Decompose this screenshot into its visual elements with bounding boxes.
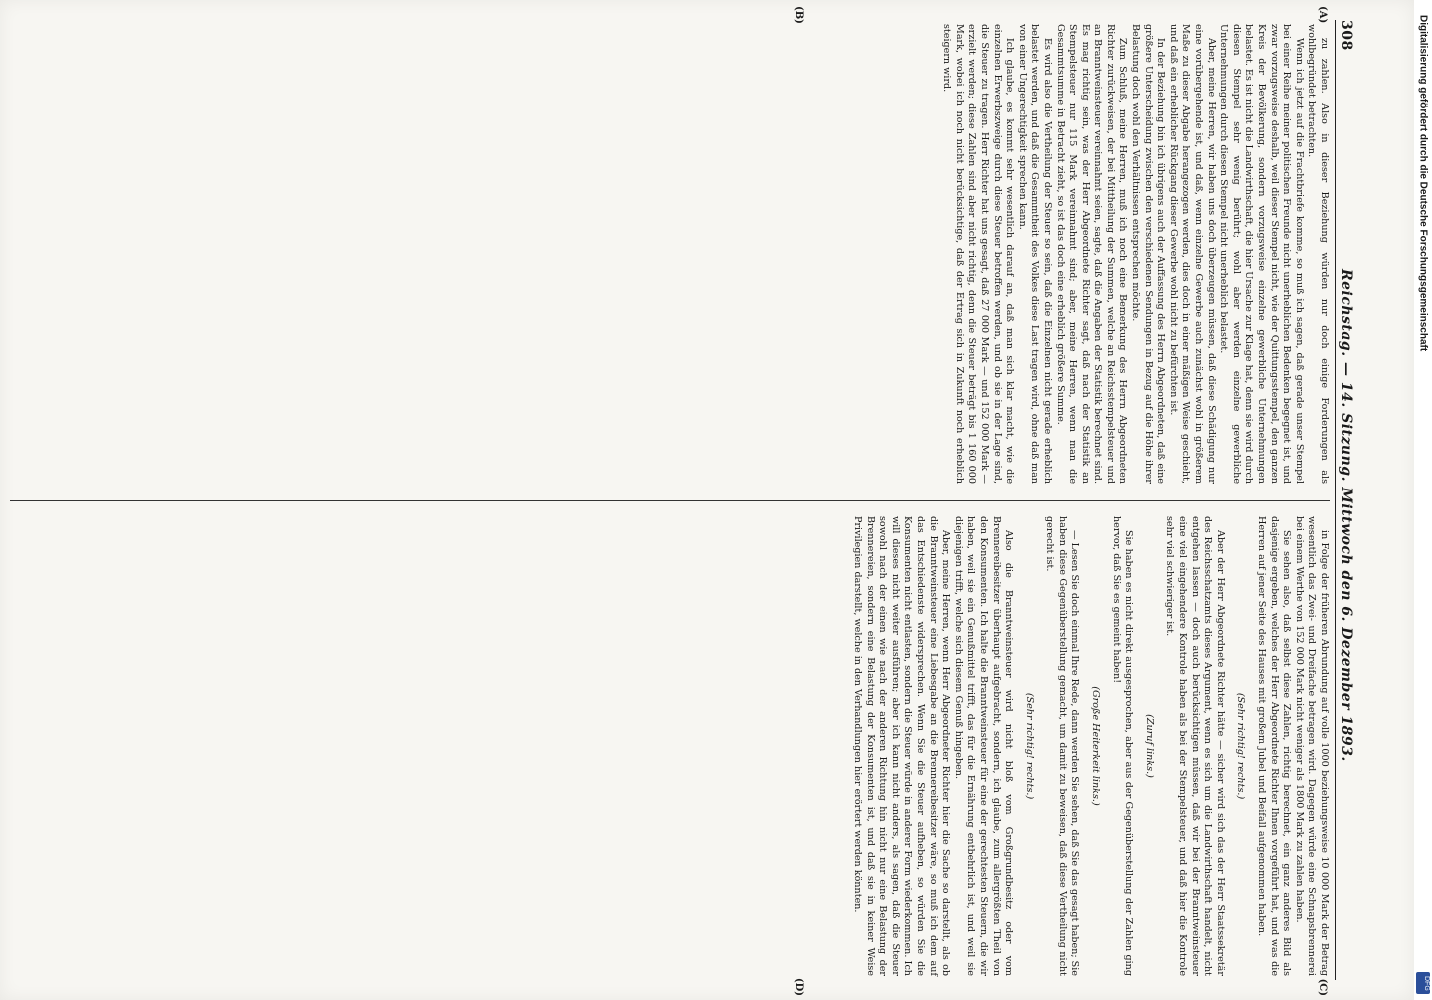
marker-d: (D) [793,977,804,996]
dfg-logo-text: DFG [1423,976,1430,991]
page-number: 308 [1338,20,1354,51]
dfg-logo-icon [1416,972,1430,994]
digitization-footer [1414,0,1432,1000]
marker-b: (B) [793,6,804,24]
paragraph: Aber der Herr Abgeordnete Richter hätte — sicher wird sich das der Herr Staatssekretär des Reichsschatzamts dieses Argument, wenn es sich um die Landwirthschaft handelt, nicht entgehen lassen — doch auch berücksichtigen müssen, daß wir bei der Branntweinsteuer eine viel eingehendere Kontrole haben als bei der Stempelsteuer, und daß hier die Kontrole sehr viel schwieriger ist. [1164,516,1226,976]
paragraph: Wenn ich jetzt auf die Frachtbriefe komme, so muß ich sagen, daß gerade unser Stempel bei einer Reihe meiner politischen Freunde nicht unerheblichen Bedenken begegnet ist, und zwar vorzugsweise deshalb, weil dieser Stempel nicht, wie der Quittungsstempel, den ganzen Kreis der Bevölkerung, sondern vorzugsweise einzelne gewerbliche Unternehmungen belastet. Es ist nicht die Landwirthschaft, die hier Ursache zur Klage hat, denn sie wird durch diesen Stempel sehr wenig berührt; wohl aber werden einzelne gewerbliche Unternehmungen durch diesen Stempel nicht unerheblich belastet. [1218,24,1305,484]
interjection: (Zuruf links.) [1143,714,1155,778]
paragraph: zu zahlen. Also in dieser Beziehung würden nur doch einige Forderungen als wohlbegründet betrachten. [1306,24,1330,484]
header-rule [1335,20,1336,980]
paragraph: Aber, meine Herren, wenn Herr Abgeordneter Richter hier die Sache so darstellt, als ob die Branntweinsteuer eine Liebesgabe an die Brennereibesitzer wäre, so muß ich dem auf das Entschiedenste widersprechen. Wenn Sie die Steuer aufheben, so würden Sie die Konsumenten nicht entlasten, sondern die Steuer würde in anderer Form wiederkommen. Ich will dieses nicht weiter ausführen; aber ich kann nicht anders, als sagen, daß die Steuer sowohl nach der einen wie nach der anderen Richtung hin nicht nur eine Belastung der Brennereien, sondern eine Belastung der Konsumenten ist, und daß sie in keiner Weise Privilegien darstellt, welche in den Verhandlungen hier erörtert werden könnten. [852,516,952,976]
paragraph: In der Beziehung bin ich übrigens auch der Auffassung des Herrn Abgeordneten, daß eine größere Unterscheidung zwischen den verschiedenen Sendungen in Bezug auf die Höhe ihrer Belastung doch wohl den Verhältnissen entsprechen möchte. [1130,24,1167,484]
paragraph: — Lesen Sie doch einmal Ihre Rede, dann werden Sie sehen, daß Sie das gesagt haben; Sie haben diese Gegenüberstellung gemacht, um damit zu beweisen, daß diese Vertheilung nicht gerecht ist. [1044,516,1081,976]
page-title: Reichstag. — 14. Sitzung. Mittwoch den 6. Dezember 1893. [1338,268,1354,762]
paragraph: in Folge der früheren Abrundung auf volle 1000 beziehungsweise 10 000 Mark der Betrag wesentlich das Zwei- und Dreifache betragen wird. Dagegen würde eine Schnapsbrennerei bei einem Werthe von 152 000 Mark nicht weniger als 1800 Mark zu zahlen haben. [1293,516,1330,976]
column-divider [10,500,1330,501]
paragraph: Ich glaube, es kommt sehr wesentlich darauf an, daß man sich klar macht, wie die einzelnen Erwerbszweige durch diese Steuer betroffen werden, und ob sie in der Lage sind, die Steuer zu tragen. Herr Richter hat uns gesagt, daß 27 000 Mark — und 152 000 Mark — erzielt werden; diese Zahlen sind aber nicht richtig, denn die Steuer beträgt bis 1 160 000 Mark, wobei ich noch nicht berücksichtige, daß der Ertrag sich in Zukunft noch erheblich steigern wird. [941,24,1016,484]
interjection: (Sehr richtig! rechts.) [1235,692,1247,800]
paragraph: Zum Schluß, meine Herren, muß ich noch eine Bemerkung des Herrn Abgeordneten Richter zurückweisen, der bei Mittheilung der Summen, welche an Reichsstempelsteuer und an Branntweinsteuer vereinnahmt seien, sagte, daß die Angaben der Statistik berechnet sind. Es mag richtig sein, was der Herr Abgeordnete Richter sagt, daß nach der Statistik an Stempelsteuer nur 115 Mark vereinnahmt sind; aber, meine Herren, wenn man die Gesammtsumme in Betracht zieht, so ist das doch eine erheblich größere Summe. [1054,24,1129,484]
paragraph: Es wird also die Vertheilung der Steuer so sein, daß die Einzelnen nicht gerade erheblich belastet werden, und daß die Gesammtheit des Volkes diese Last tragen wird, ohne daß man von einer Ungerechtigkeit sprechen kann. [1016,24,1053,484]
interjection: (Große Heiterkeit links.) [1090,686,1102,806]
paragraph: Sie sehen also, daß selbst diese Zahlen, richtig berechnet, ein ganz anderes Bild als dasjenige ergeben, welches der Herr Abgeordnete Richter Ihnen vorgeführt hat, und was die Herren auf jener Seite des Hauses mit großem Jubel und Beifall aufgenommen haben. [1256,516,1293,976]
right-column [850,516,1330,976]
interjection: (Sehr richtig! rechts.) [1023,692,1035,800]
paragraph: Also die Branntweinsteuer wird nicht bloß vom Großgrundbesitz oder vom Brennereibesitzer überhaupt aufgebracht, sondern, ich glaube, zum allergrößten Theil von den Konsumenten. Ich halte die Branntweinsteuer für eine der gerechtesten Steuern, die wir haben, weil sie ein Genußmittel trifft, das für die Ernährung entbehrlich ist, und weil sie diejenigen trifft, welche sich diesem Genuß hingeben. [952,516,1015,976]
paragraph: Sie haben es nicht direkt ausgesprochen, aber aus der Gegenüberstellung der Zahlen ging hervor, daß Sie es gemeint haben! [1110,516,1135,976]
page-header [1338,20,1364,980]
left-column [940,24,1330,484]
digitization-note: Digitalisierung gefördert durch die Deutsche Forschungsgemeinschaft [1417,15,1429,352]
paragraph: Aber, meine Herren, wir haben uns doch überzeugen müssen, daß diese Schädigung nur eine vorübergehende ist, und daß, wenn einzelne Gewerbe auch zunächst wohl in größerem Maße zu dieser Abgabe herangezogen werden, dies doch in einer mäßigen Weise geschieht, und daß ein erheblicher Rückgang dieser Gewerbe wohl nicht zu befürchten ist. [1167,24,1217,484]
marker-c: (C) [1317,978,1328,996]
marker-a: (A) [1317,6,1328,24]
